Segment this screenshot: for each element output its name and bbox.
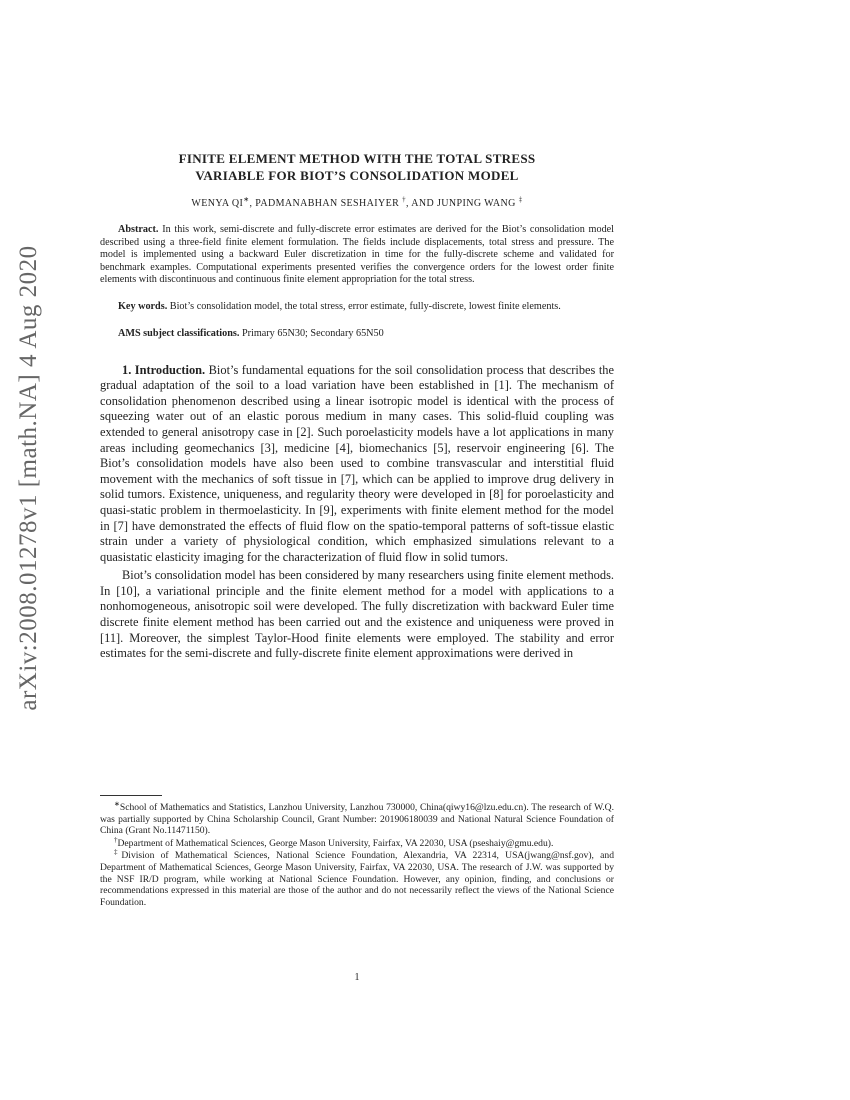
footnote-1 [100, 799, 614, 837]
author-list [100, 195, 614, 209]
footnote-2 [100, 835, 614, 850]
author-2-mark: † [402, 195, 406, 204]
page-content [100, 150, 614, 662]
author-1-mark: ∗ [243, 195, 250, 204]
footnote-1-text: School of Mathematics and Statistics, Lanzhou University, Lanzhou 730000, China(qiwy16@lzu.edu.cn). The research of W.Q. was partially supported by China Scholarship Council, Grant Number: 201906180039 and National Natural Science Foundation of China (Grant No.11471150). [100, 802, 614, 837]
author-3-mark: ‡ [518, 195, 523, 204]
author-1: WENYA QI [191, 198, 244, 209]
title-line-1: FINITE ELEMENT METHOD WITH THE TOTAL STRESS [178, 151, 536, 166]
footnote-3-mark: ‡ [114, 848, 122, 857]
abstract-label: Abstract. [118, 224, 159, 235]
arxiv-sidebar [4, 245, 54, 711]
footnote-1-mark: ∗ [114, 799, 120, 808]
keywords [100, 301, 614, 314]
footnote-2-text: Department of Mathematical Sciences, George Mason University, Fairfax, VA 22030, USA (pseshaiy@gmu.edu). [117, 837, 554, 849]
keywords-label: Key words. [118, 300, 168, 312]
intro-paragraph-2: Biot’s consolidation model has been considered by many researchers using finite element methods. In [10], a variational principle and the finite element method for a model with applications to a nonhomogeneous, anisotropic soil were developed. The fully discretization with backward Euler time discrete finite element method has been carried out and the existence and uniqueness were proved in [11]. Moreover, the simplest Taylor-Hood finite elements were employed. The stability and error estimates for the semi-discrete and fully-discrete finite element approximations were derived in [100, 568, 614, 661]
intro-paragraph-1-text: Biot’s fundamental equations for the soil consolidation process that describes the gradual adaptation of the soil to a load variation have been established in [1]. The mechanism of consolidation phenomenon described using a linear isotropic model is identical with the process of squeezing water out of an elastic porous medium in many cases. This solid-fluid coupling was extended to general anisotropy case in [2]. Such poroelasticity models have a lot applications in many areas including geomechanics [3], medicine [4], biomechanics [5], reservoir engineering [6]. The Biot’s consolidation models have also been used to combine transvascular and interstitial fluid movement with the mechanics of soft tissue in [7], which can be applied to improve drug delivery in solid tumors. Existence, uniqueness, and regularity theory were developed in [8] for poroelasticity and quasi-static problem in thermoelasticity. In [9], experiments with finite element method for the model in [7] have demonstrated the effects of fluid flow on the spatio-temporal patterns of soft-tissue elastic strain under a variety of physiological condition, which emphasized simulations relevant to a quasistatic elasticity imaging for the characterization of fluid flow in solid tumors. [100, 362, 614, 564]
paper-title [100, 150, 614, 184]
footnote-2-mark: † [114, 835, 118, 844]
abstract-text: In this work, semi-discrete and fully-discrete error estimates are derived for the Biot’s consolidation model described using a three-field finite element formulation. The fields include displacements, total stress and pressure. The model is implemented using a backward Euler discretization in time for the fully-discrete scheme and validated for benchmark examples. Computational experiments presented verifies the convergence orders for the lowest order finite elements with discontinuous and continuous finite element appropriation for the total stress. [100, 224, 615, 286]
section-heading: 1. Introduction. [122, 362, 206, 377]
footnote-rule [100, 795, 162, 796]
footnote-3-text: Division of Mathematical Sciences, National Science Foundation, Alexandria, VA 22314, USA(jwang@nsf.gov), and Department of Mathematical Sciences, George Mason University, Fairfax, VA 22030, USA. The research of J.W. was supported by the NSF IR/D program, while working at National Science Foundation. However, any opinion, finding, and conclusions or recommendations expressed in this material are those of the author and do not necessarily reflect the views of the National Science Foundation. [100, 850, 615, 908]
keywords-text: Biot’s consolidation model, the total stress, error estimate, fully-discrete, lowest finite elements. [169, 300, 561, 312]
author-separator-1: , PADMANABHAN SESHAIYER [249, 198, 403, 209]
ams-text: Primary 65N30; Secondary 65N50 [241, 327, 384, 339]
author-separator-2: , AND JUNPING WANG [405, 198, 519, 209]
ams-classifications [100, 328, 614, 339]
footnote-3 [100, 850, 614, 908]
ams-label: AMS subject classifications. [118, 327, 240, 339]
intro-paragraph-1 [100, 363, 614, 566]
arxiv-identifier: arXiv:2008.01278v1 [math.NA] 4 Aug 2020 [15, 245, 42, 711]
title-line-2: VARIABLE FOR BIOT’S CONSOLIDATION MODEL [195, 168, 519, 183]
page-number: 1 [354, 972, 360, 983]
abstract [100, 224, 614, 287]
footnotes [100, 799, 615, 909]
